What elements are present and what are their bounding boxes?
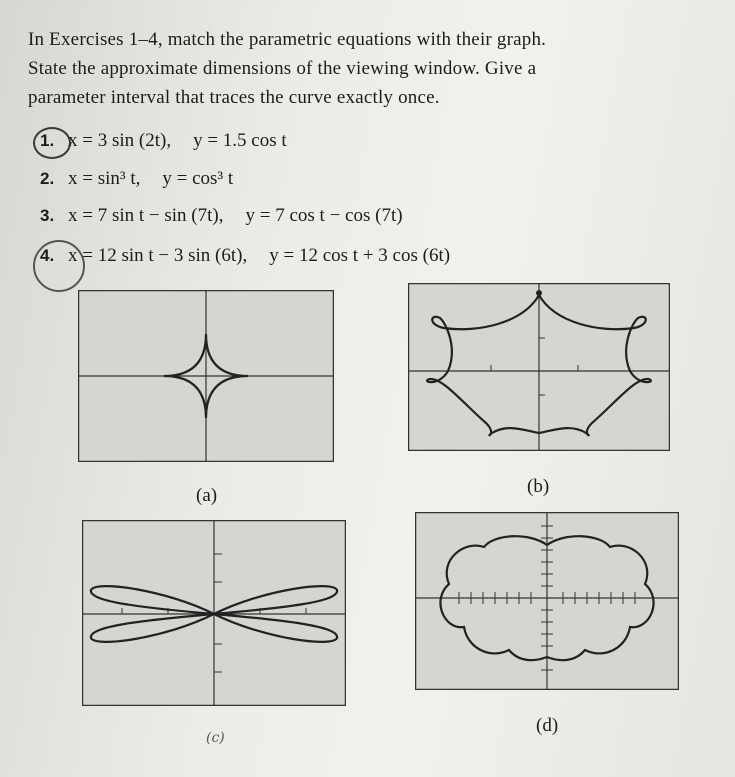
y-equation: y = cos³ t — [162, 168, 234, 189]
instructions-line-2: State the approximate dimensions of the viewing window. Give a — [28, 58, 537, 79]
y-equation: y = 7 cos t − cos (7t) — [245, 205, 403, 226]
caption-d: (d) — [536, 715, 559, 736]
caption-a: (a) — [196, 485, 218, 506]
caption-b: (b) — [527, 476, 550, 497]
exercise-number: 1. — [40, 131, 55, 150]
x-equation: x = sin³ t, — [68, 168, 141, 189]
exercise-number: 3. — [40, 206, 55, 225]
x-equation: x = 7 sin t − sin (7t), — [68, 205, 224, 226]
exercise-2 — [40, 168, 233, 190]
exercise-3 — [40, 205, 403, 227]
instructions-line-3: parameter interval that traces the curve exactly once. — [28, 87, 440, 108]
x-equation: x = 3 sin (2t), — [68, 130, 172, 151]
y-equation: y = 12 cos t + 3 cos (6t) — [269, 245, 451, 266]
exercise-number: 2. — [40, 169, 55, 188]
exercise-4 — [40, 245, 450, 267]
instructions-line-1: In Exercises 1–4, match the parametric equations with their graph. — [28, 29, 547, 50]
exercise-1 — [40, 130, 287, 152]
exercise-number: 4. — [40, 246, 55, 265]
graph-d — [415, 512, 679, 690]
x-equation: x = 12 sin t − 3 sin (6t), — [68, 245, 248, 266]
handwritten-caption-c: (c) — [206, 730, 225, 746]
instructions — [28, 25, 718, 112]
y-equation: y = 1.5 cos t — [193, 130, 287, 151]
graph-b — [408, 283, 670, 451]
graph-c — [82, 520, 346, 706]
graph-a — [78, 290, 334, 462]
